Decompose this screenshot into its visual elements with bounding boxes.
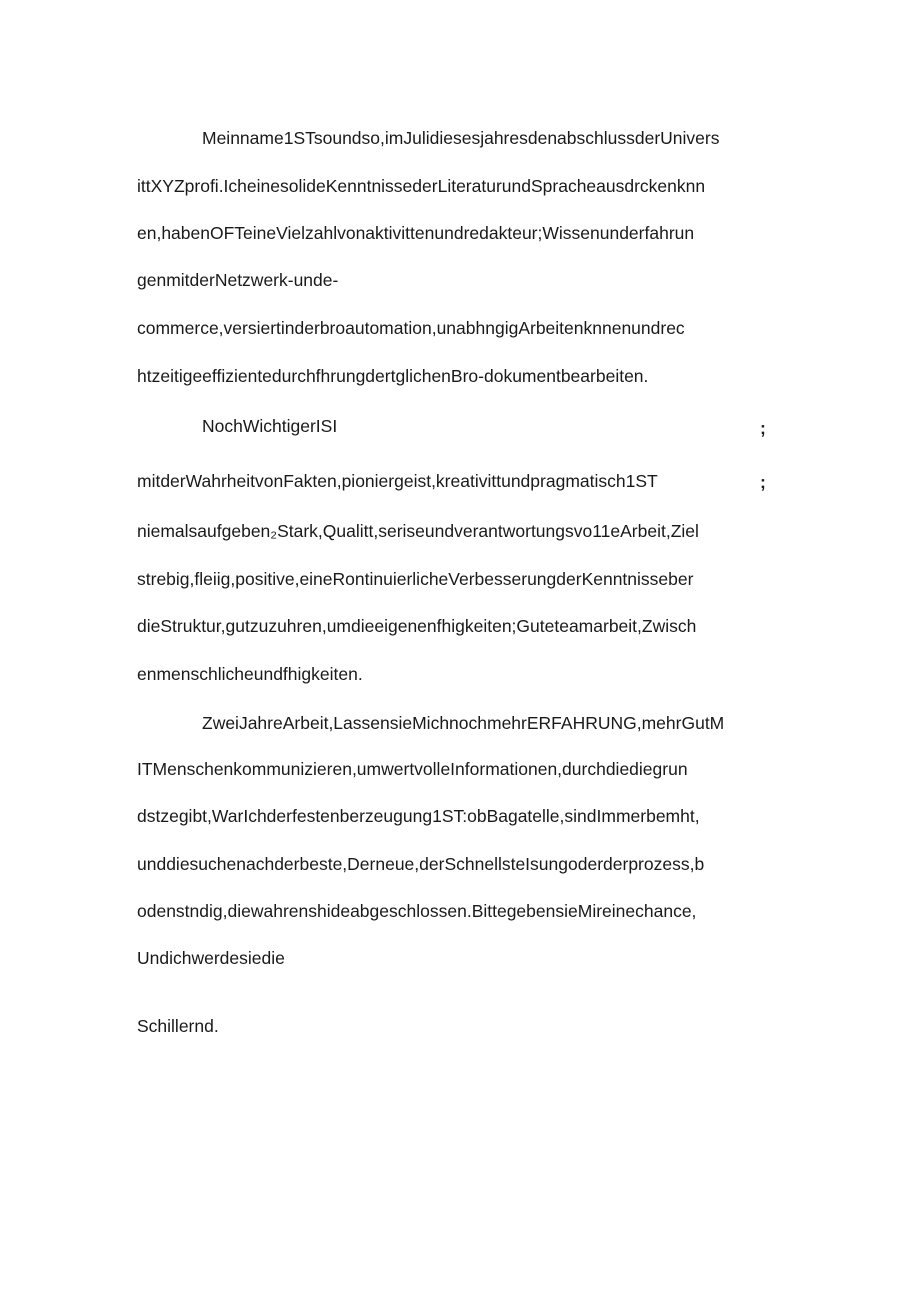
paragraph-3-line-3: dstzegibt,WarIchderfestenberzeugung1ST:obBagatelle,sindImmerbemht, xyxy=(137,806,700,826)
paragraph-1-line-6: htzeitigeeffizientedurchfhrungdertglichenBro-dokumentbearbeiten. xyxy=(137,366,649,386)
paragraph-2-semicolon-1: ; xyxy=(760,418,766,438)
paragraph-2-line-5: dieStruktur,gutzuzuhren,umdieeigenenfhigkeiten;Guteteamarbeit,Zwisch xyxy=(137,616,697,636)
paragraph-1-line-1: Meinname1STsoundso,imJulidiesesjahresdenabschlussderUnivers xyxy=(202,128,720,148)
paragraph-3-line-6: Undichwerdesiedie xyxy=(137,948,285,968)
paragraph-2-semicolon-2: ; xyxy=(760,472,766,492)
paragraph-2-line-2: mitderWahrheitvonFakten,pioniergeist,kreativittundpragmatisch1ST xyxy=(137,471,658,491)
paragraph-2-line-1: NochWichtigerISI xyxy=(202,416,338,436)
paragraph-3-line-5: odenstndig,diewahrenshideabgeschlossen.BittegebensieMireinechance, xyxy=(137,901,697,921)
paragraph-1-line-5: commerce,versiertinderbroautomation,unabhngigArbeitenknnenundrec xyxy=(137,318,685,338)
paragraph-4-line-1: Schillernd. xyxy=(137,1016,219,1036)
paragraph-1-line-3: en,habenOFTeineVielzahlvonaktivittenundredakteur;Wissenunderfahrun xyxy=(137,223,695,243)
paragraph-1-line-4: genmitderNetzwerk-unde- xyxy=(137,270,339,290)
paragraph-3-line-1: ZweiJahreArbeit,LassensieMichnochmehrERFAHRUNG,mehrGutM xyxy=(202,713,725,733)
paragraph-3-line-2: ITMenschenkommunizieren,umwertvolleInformationen,durchdiediegrun xyxy=(137,759,688,779)
paragraph-2-line-6: enmenschlicheundfhigkeiten. xyxy=(137,664,363,684)
paragraph-2-line-4: strebig,fleiig,positive,eineRontinuierlicheVerbesserungderKenntnisseber xyxy=(137,569,694,589)
paragraph-3-line-4: unddiesuchenachderbeste,Derneue,derSchnellsteIsungoderderprozess,b xyxy=(137,854,705,874)
paragraph-2-line-3: niemalsaufgeben₂Stark,Qualitt,seriseundverantwortungsvo11eArbeit,Ziel xyxy=(137,521,699,541)
paragraph-1-line-2: ittXYZprofi.IcheinesolideKenntnissederLiteraturundSpracheausdrckenknn xyxy=(137,176,706,196)
